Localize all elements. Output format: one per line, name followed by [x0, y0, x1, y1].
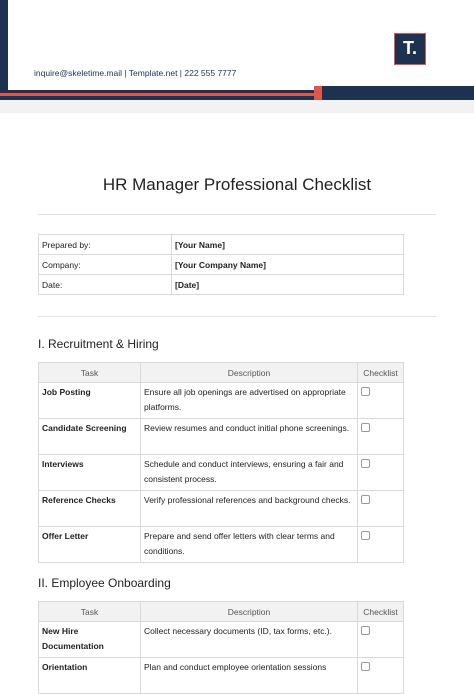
column-header-description: Description [141, 602, 358, 622]
info-value[interactable]: [Date] [172, 275, 404, 295]
description-cell: Review resumes and conduct initial phone screenings. [141, 419, 358, 455]
task-cell: Reference Checks [39, 491, 141, 527]
table-row [39, 622, 404, 658]
grey-band [0, 100, 474, 113]
checklist-cell [358, 658, 404, 694]
description-cell: Schedule and conduct interviews, ensuring a fair and consistent process. [141, 455, 358, 491]
table-row [39, 527, 404, 563]
checkbox[interactable] [361, 531, 370, 540]
table-header-row [39, 363, 404, 383]
table-row [39, 455, 404, 491]
checkbox[interactable] [361, 662, 370, 671]
column-header-checklist: Checklist [358, 602, 404, 622]
checkbox[interactable] [361, 495, 370, 504]
page-title: HR Manager Professional Checklist [102, 175, 372, 194]
description-cell: Verify professional references and background checks. [141, 491, 358, 527]
task-cell: Job Posting [39, 383, 141, 419]
section-heading: I. Recruitment & Hiring [38, 337, 159, 351]
description-cell: Prepare and send offer letters with clear terms and conditions. [141, 527, 358, 563]
task-cell: New Hire Documentation [39, 622, 141, 658]
checkbox[interactable] [361, 626, 370, 635]
info-row [39, 255, 404, 275]
task-cell: Orientation [39, 658, 141, 694]
info-label: Date: [39, 275, 172, 295]
info-row [39, 275, 404, 295]
info-value[interactable]: [Your Company Name] [172, 255, 404, 275]
task-cell: Candidate Screening [39, 419, 141, 455]
description-cell: Ensure all job openings are advertised on appropriate platforms. [141, 383, 358, 419]
task-cell: Offer Letter [39, 527, 141, 563]
checkbox[interactable] [361, 459, 370, 468]
description-cell: Collect necessary documents (ID, tax forms, etc.). [141, 622, 358, 658]
column-header-task: Task [39, 363, 141, 383]
checklist-cell [358, 455, 404, 491]
template-logo: T. [394, 33, 426, 65]
info-label: Prepared by: [39, 235, 172, 255]
section-heading: II. Employee Onboarding [38, 576, 171, 590]
info-value[interactable]: [Your Name] [172, 235, 404, 255]
table-row [39, 383, 404, 419]
info-row [39, 235, 404, 255]
checklist-cell [358, 383, 404, 419]
column-header-checklist: Checklist [358, 363, 404, 383]
table-row [39, 658, 404, 694]
table-row [39, 419, 404, 455]
info-table [38, 234, 404, 295]
contact-info: inquire@skeletime.mail | Template.net | 222 555 7777 [34, 68, 237, 78]
description-cell: Plan and conduct employee orientation sessions [141, 658, 358, 694]
checklist-cell [358, 419, 404, 455]
table-header-row [39, 602, 404, 622]
checklist-table [38, 601, 404, 694]
checklist-cell [358, 622, 404, 658]
info-label: Company: [39, 255, 172, 275]
column-header-description: Description [141, 363, 358, 383]
divider [38, 214, 436, 215]
task-cell: Interviews [39, 455, 141, 491]
checklist-cell [358, 527, 404, 563]
checklist-table [38, 362, 404, 563]
divider [38, 316, 436, 317]
accent-line [0, 93, 318, 96]
table-row [39, 491, 404, 527]
checkbox[interactable] [361, 387, 370, 396]
checkbox[interactable] [361, 423, 370, 432]
checklist-cell [358, 491, 404, 527]
column-header-task: Task [39, 602, 141, 622]
